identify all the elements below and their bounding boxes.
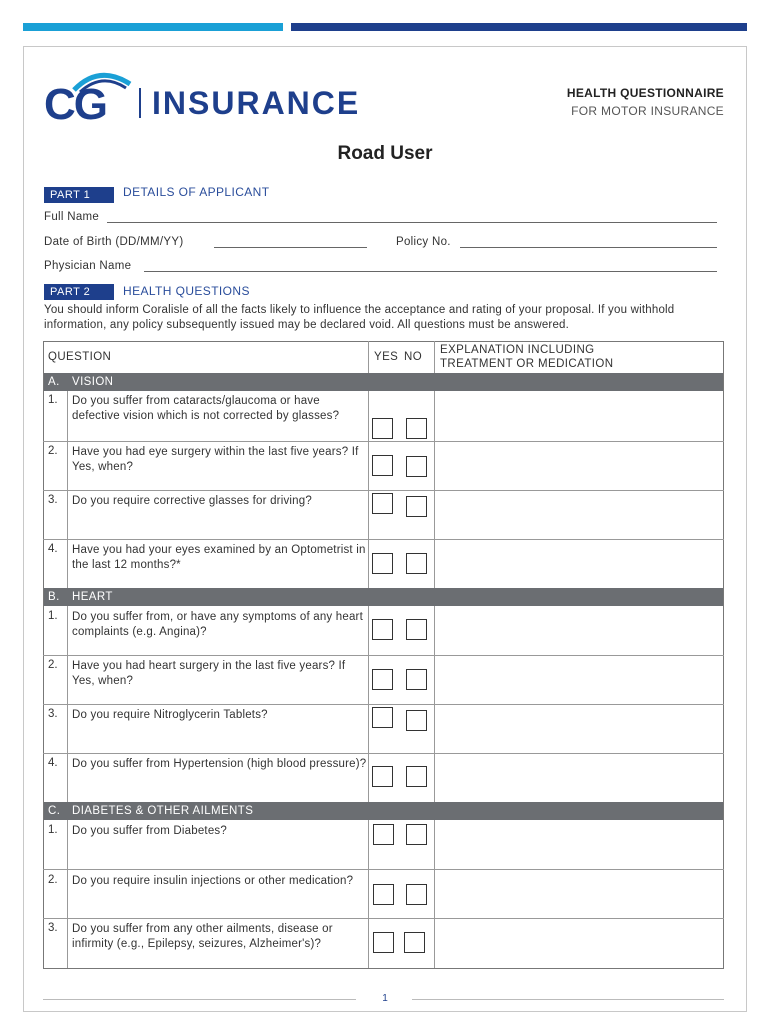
yes-checkbox[interactable] (372, 766, 393, 787)
top-accent-bar-light (23, 23, 283, 31)
question-text: Do you suffer from Diabetes? (72, 825, 227, 837)
full-name-field[interactable] (107, 222, 717, 223)
row-divider (43, 869, 724, 870)
table-divider-num (67, 391, 68, 968)
section-letter: C. (48, 805, 61, 817)
yes-checkbox[interactable] (372, 418, 393, 439)
no-checkbox[interactable] (406, 619, 427, 640)
section-bar-heart (44, 588, 723, 606)
question-text: Do you require corrective glasses for driving? (72, 495, 312, 507)
question-number: 3. (48, 922, 58, 934)
question-text: Do you suffer from any other ailments, disease or infirmity (e.g., Epilepsy, seizures, Alzheimer's)? (72, 923, 333, 950)
yes-checkbox[interactable] (373, 932, 394, 953)
row-divider (43, 655, 724, 656)
question-text: Do you require Nitroglycerin Tablets? (72, 709, 268, 721)
part2-intro: You should inform Coralisle of all the facts likely to influence the acceptance and rating of your proposal. If you withhold information, any policy subsequently issued may be declared void. All questions must be answered. (44, 304, 675, 331)
yes-checkbox[interactable] (372, 493, 393, 514)
top-accent-bar-dark (291, 23, 747, 31)
question-text: Do you suffer from cataracts/glaucoma or have defective vision which is not corrected by glasses? (72, 395, 340, 422)
question-text: Have you had eye surgery within the last five years? If Yes, when? (72, 446, 359, 473)
column-header-question: QUESTION (48, 351, 112, 363)
logo-letters: CG (44, 80, 106, 129)
column-header-explanation-line2: TREATMENT OR MEDICATION (440, 358, 614, 370)
full-name-label: Full Name (44, 211, 100, 223)
part2-badge: PART 2 (44, 284, 114, 300)
page-number: 1 (382, 993, 388, 1004)
no-checkbox[interactable] (406, 553, 427, 574)
row-divider (43, 753, 724, 754)
question-number: 1. (48, 610, 58, 622)
logo-divider (139, 88, 141, 118)
document-type: HEALTH QUESTIONNAIRE (566, 86, 724, 100)
question-number: 2. (48, 659, 58, 671)
no-checkbox[interactable] (406, 456, 427, 477)
part2-title: HEALTH QUESTIONS (123, 284, 250, 298)
yes-checkbox[interactable] (372, 553, 393, 574)
row-divider (43, 441, 724, 442)
dob-field[interactable] (214, 247, 367, 248)
logo-word: INSURANCE (152, 85, 361, 121)
question-number: 3. (48, 708, 58, 720)
policy-label: Policy No. (396, 236, 451, 248)
yes-checkbox[interactable] (372, 669, 393, 690)
question-text: Do you suffer from Hypertension (high blood pressure)? (72, 758, 367, 770)
no-checkbox[interactable] (406, 766, 427, 787)
no-checkbox[interactable] (406, 884, 427, 905)
yes-checkbox[interactable] (372, 707, 393, 728)
row-divider (43, 704, 724, 705)
section-name: VISION (72, 376, 114, 388)
section-letter: A. (48, 376, 60, 388)
yes-checkbox[interactable] (372, 619, 393, 640)
yes-checkbox[interactable] (373, 824, 394, 845)
section-bar-vision (44, 373, 723, 391)
question-number: 2. (48, 874, 58, 886)
question-number: 4. (48, 543, 58, 555)
question-number: 3. (48, 494, 58, 506)
question-text: Do you require insulin injections or other medication? (72, 875, 354, 887)
column-header-no: NO (404, 351, 423, 363)
section-name: DIABETES & OTHER AILMENTS (72, 805, 254, 817)
footer-rule-right (412, 999, 724, 1000)
policy-field[interactable] (460, 247, 717, 248)
document-subtype: FOR MOTOR INSURANCE (571, 104, 724, 118)
question-text: Have you had your eyes examined by an Optometrist in the last 12 months?* (72, 544, 366, 571)
section-letter: B. (48, 591, 60, 603)
yes-checkbox[interactable] (373, 884, 394, 905)
question-number: 1. (48, 824, 58, 836)
page-title: Road User (337, 143, 433, 164)
question-number: 2. (48, 445, 58, 457)
physician-field[interactable] (144, 271, 717, 272)
question-text: Have you had heart surgery in the last five years? If Yes, when? (72, 660, 346, 687)
section-name: HEART (72, 591, 113, 603)
part1-badge: PART 1 (44, 187, 114, 203)
no-checkbox[interactable] (406, 496, 427, 517)
no-checkbox[interactable] (406, 669, 427, 690)
column-header-yes: YES (374, 351, 399, 363)
question-number: 4. (48, 757, 58, 769)
yes-checkbox[interactable] (372, 455, 393, 476)
row-divider (43, 490, 724, 491)
section-bar-diabetes (44, 802, 723, 820)
no-checkbox[interactable] (406, 418, 427, 439)
no-checkbox[interactable] (406, 824, 427, 845)
no-checkbox[interactable] (404, 932, 425, 953)
row-divider (43, 918, 724, 919)
cg-insurance-logo (44, 70, 384, 130)
row-divider (43, 539, 724, 540)
part1-title: DETAILS OF APPLICANT (123, 185, 270, 199)
question-number: 1. (48, 394, 58, 406)
dob-label: Date of Birth (DD/MM/YY) (44, 236, 184, 248)
no-checkbox[interactable] (406, 710, 427, 731)
column-header-explanation-line1: EXPLANATION INCLUDING (440, 344, 595, 356)
physician-label: Physician Name (44, 260, 132, 272)
question-text: Do you suffer from, or have any symptoms of any heart complaints (e.g. Angina)? (72, 611, 363, 638)
